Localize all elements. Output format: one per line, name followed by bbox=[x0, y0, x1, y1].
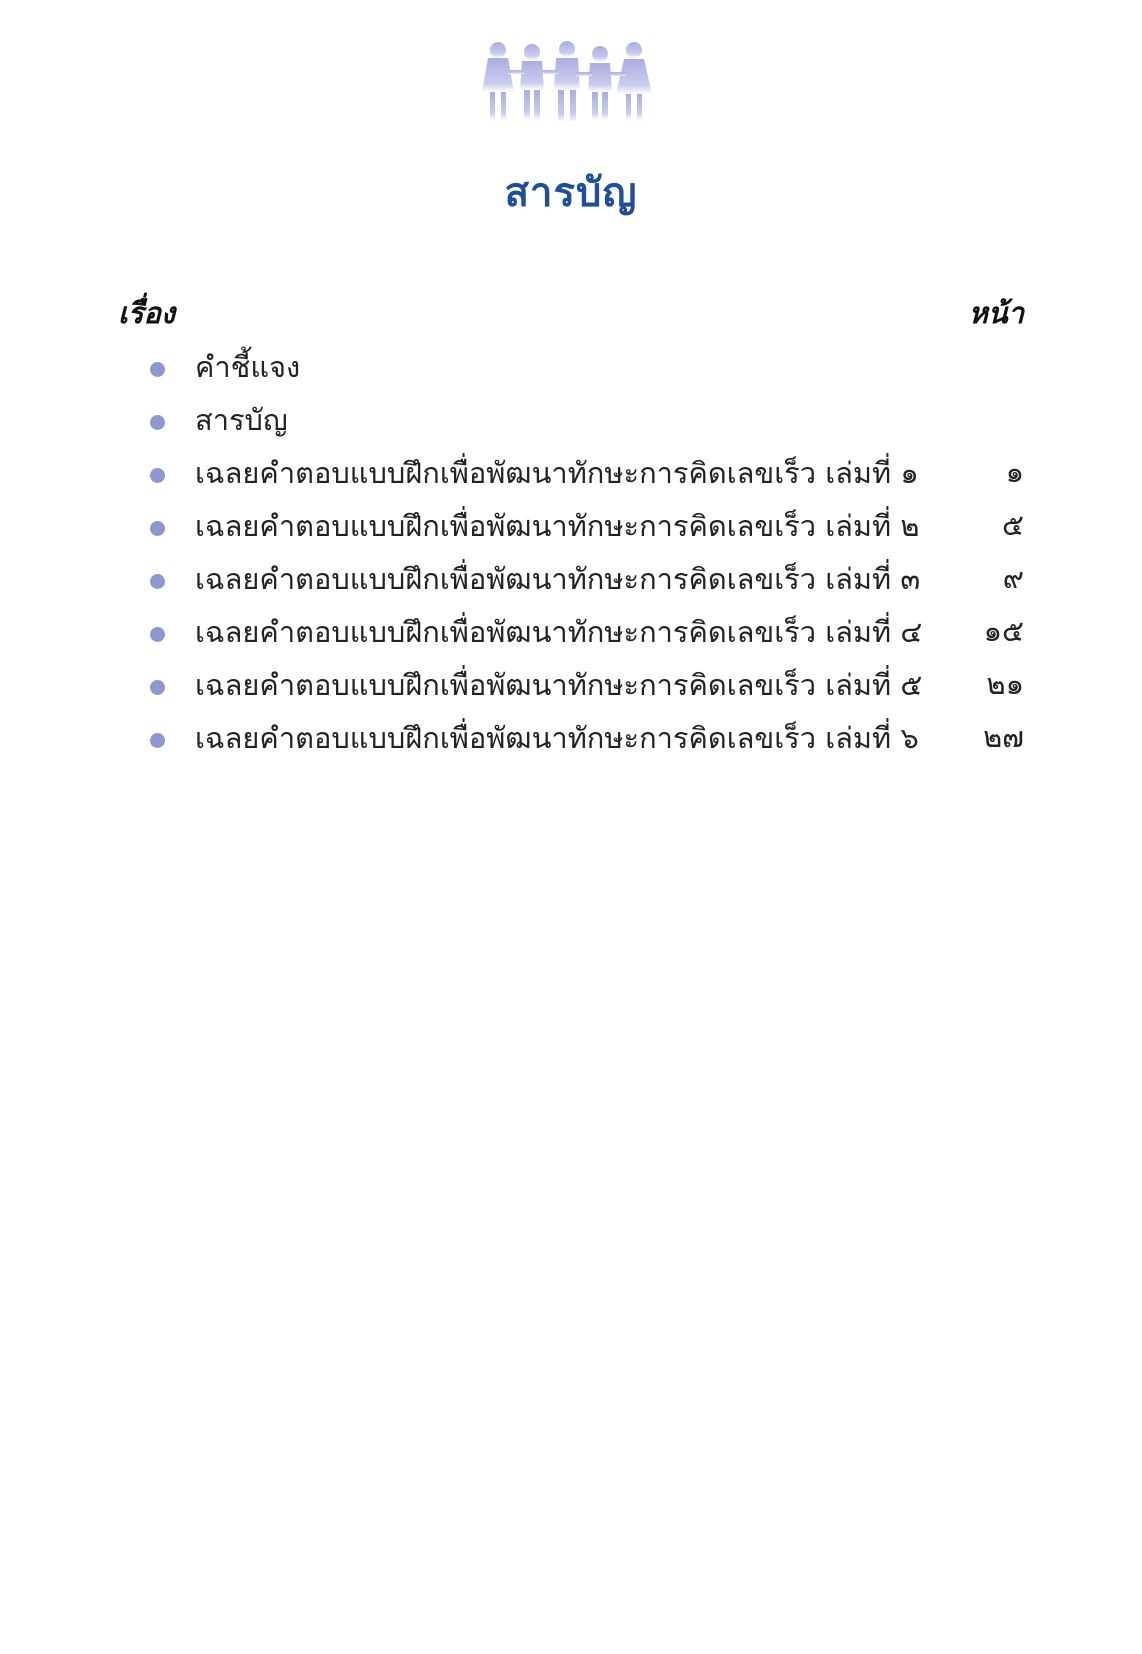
toc-item[interactable] bbox=[150, 658, 1024, 711]
bullet-icon bbox=[150, 733, 165, 748]
toc-item-label: เฉลยคำตอบแบบฝึกเพื่อพัฒนาทักษะการคิดเลขเร็ว เล่มที่ ๖ bbox=[195, 720, 919, 755]
toc-item-label: เฉลยคำตอบแบบฝึกเพื่อพัฒนาทักษะการคิดเลขเร็ว เล่มที่ ๔ bbox=[195, 614, 923, 649]
toc-item[interactable] bbox=[150, 605, 1024, 658]
toc-item[interactable] bbox=[150, 446, 1024, 499]
bullet-icon bbox=[150, 362, 165, 377]
bullet-icon bbox=[150, 627, 165, 642]
bullet-icon bbox=[150, 415, 165, 430]
toc-item-label: เฉลยคำตอบแบบฝึกเพื่อพัฒนาทักษะการคิดเลขเร็ว เล่มที่ ๕ bbox=[195, 667, 923, 702]
toc-item-page: ๕ bbox=[1002, 508, 1024, 542]
toc-item[interactable] bbox=[150, 340, 1024, 393]
toc-item[interactable] bbox=[150, 393, 1024, 446]
table-of-contents bbox=[150, 340, 1024, 764]
children-holding-hands-icon bbox=[480, 40, 656, 126]
toc-item-label: สารบัญ bbox=[195, 402, 288, 437]
toc-item-label: เฉลยคำตอบแบบฝึกเพื่อพัฒนาทักษะการคิดเลขเร็ว เล่มที่ ๓ bbox=[195, 561, 921, 596]
toc-item-page: ๒๗ bbox=[983, 720, 1024, 754]
bullet-icon bbox=[150, 574, 165, 589]
toc-item[interactable] bbox=[150, 499, 1024, 552]
bullet-icon bbox=[150, 468, 165, 483]
toc-item-page: ๑ bbox=[1005, 455, 1024, 489]
column-header-topic: เรื่อง bbox=[118, 296, 176, 330]
toc-item-label: เฉลยคำตอบแบบฝึกเพื่อพัฒนาทักษะการคิดเลขเร็ว เล่มที่ ๑ bbox=[195, 455, 919, 490]
bullet-icon bbox=[150, 680, 165, 695]
toc-item-page: ๑๕ bbox=[983, 614, 1024, 648]
toc-item[interactable] bbox=[150, 711, 1024, 764]
toc-item-page: ๙ bbox=[1002, 561, 1024, 595]
toc-item-label: คำชี้แจง bbox=[195, 349, 301, 384]
toc-item-label: เฉลยคำตอบแบบฝึกเพื่อพัฒนาทักษะการคิดเลขเร็ว เล่มที่ ๒ bbox=[195, 508, 920, 543]
column-header-page: หน้า bbox=[968, 296, 1024, 330]
bullet-icon bbox=[150, 521, 165, 536]
toc-item[interactable] bbox=[150, 552, 1024, 605]
toc-item-page: ๒๑ bbox=[986, 667, 1024, 701]
page-title: สารบัญ bbox=[504, 170, 638, 216]
